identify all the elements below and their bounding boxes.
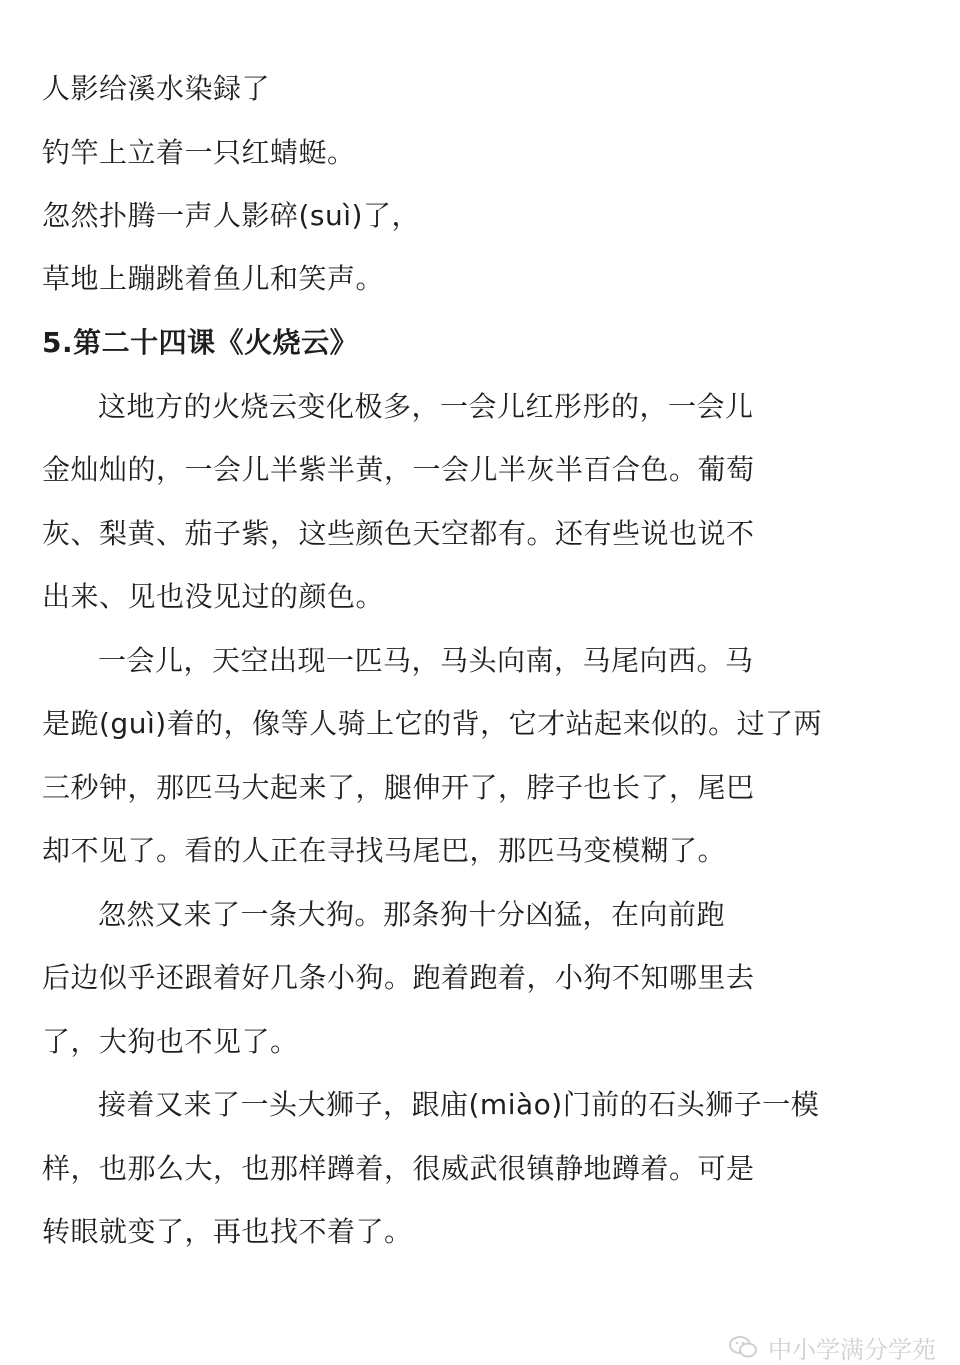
paragraph-2-line-2: 是跪(guì)着的，像等人骑上它的背，它才站起来似的。过了两 bbox=[42, 707, 823, 740]
paragraph-1-line-3: 灰、梨黄、茄子紫，这些颜色天空都有。还有些说也说不 bbox=[42, 517, 755, 550]
poem-line-1: 人影给溪水染録了 bbox=[42, 72, 271, 105]
paragraph-3-line-1: 忽然又来了一条大狗。那条狗十分凶猛，在向前跑 bbox=[98, 898, 726, 931]
section-title: 5.第二十四课《火烧云》 bbox=[42, 326, 359, 359]
watermark bbox=[728, 1330, 936, 1364]
poem-line-2: 钓竿上立着一只红蜻蜓。 bbox=[42, 136, 356, 169]
paragraph-4-line-3: 转眼就变了，再也找不着了。 bbox=[42, 1215, 413, 1248]
paragraph-2-line-1: 一会儿，天空出现一匹马，马头向南，马尾向西。马 bbox=[98, 644, 754, 677]
watermark-text: 中小学满分学苑 bbox=[768, 1335, 936, 1364]
paragraph-1-line-1: 这地方的火烧云变化极多，一会儿红彤彤的，一会儿 bbox=[98, 390, 754, 423]
paragraph-2-line-4: 却不见了。看的人正在寻找马尾巴，那匹马变模糊了。 bbox=[42, 834, 727, 867]
paragraph-1-line-2: 金灿灿的，一会儿半紫半黄，一会儿半灰半百合色。葡萄 bbox=[42, 453, 755, 486]
poem-line-4: 草地上蹦跳着鱼儿和笑声。 bbox=[42, 262, 385, 295]
paragraph-2-line-3: 三秒钟，那匹马大起来了，腿伸开了，脖子也长了，尾巴 bbox=[42, 771, 755, 804]
paragraph-4-line-2: 样，也那么大，也那样蹲着，很威武很镇静地蹲着。可是 bbox=[42, 1152, 755, 1185]
paragraph-3-line-3: 了，大狗也不见了。 bbox=[42, 1025, 299, 1058]
wechat-icon bbox=[728, 1335, 758, 1359]
poem-line-3: 忽然扑腾一声人影碎(suì)了， bbox=[42, 199, 420, 232]
paragraph-4-line-1: 接着又来了一头大狮子，跟庙(miào)门前的石头狮子一模 bbox=[98, 1088, 820, 1121]
paragraph-3-line-2: 后边似乎还跟着好几条小狗。跑着跑着，小狗不知哪里去 bbox=[42, 961, 755, 994]
paragraph-1-line-4: 出来、见也没见过的颜色。 bbox=[42, 580, 385, 613]
